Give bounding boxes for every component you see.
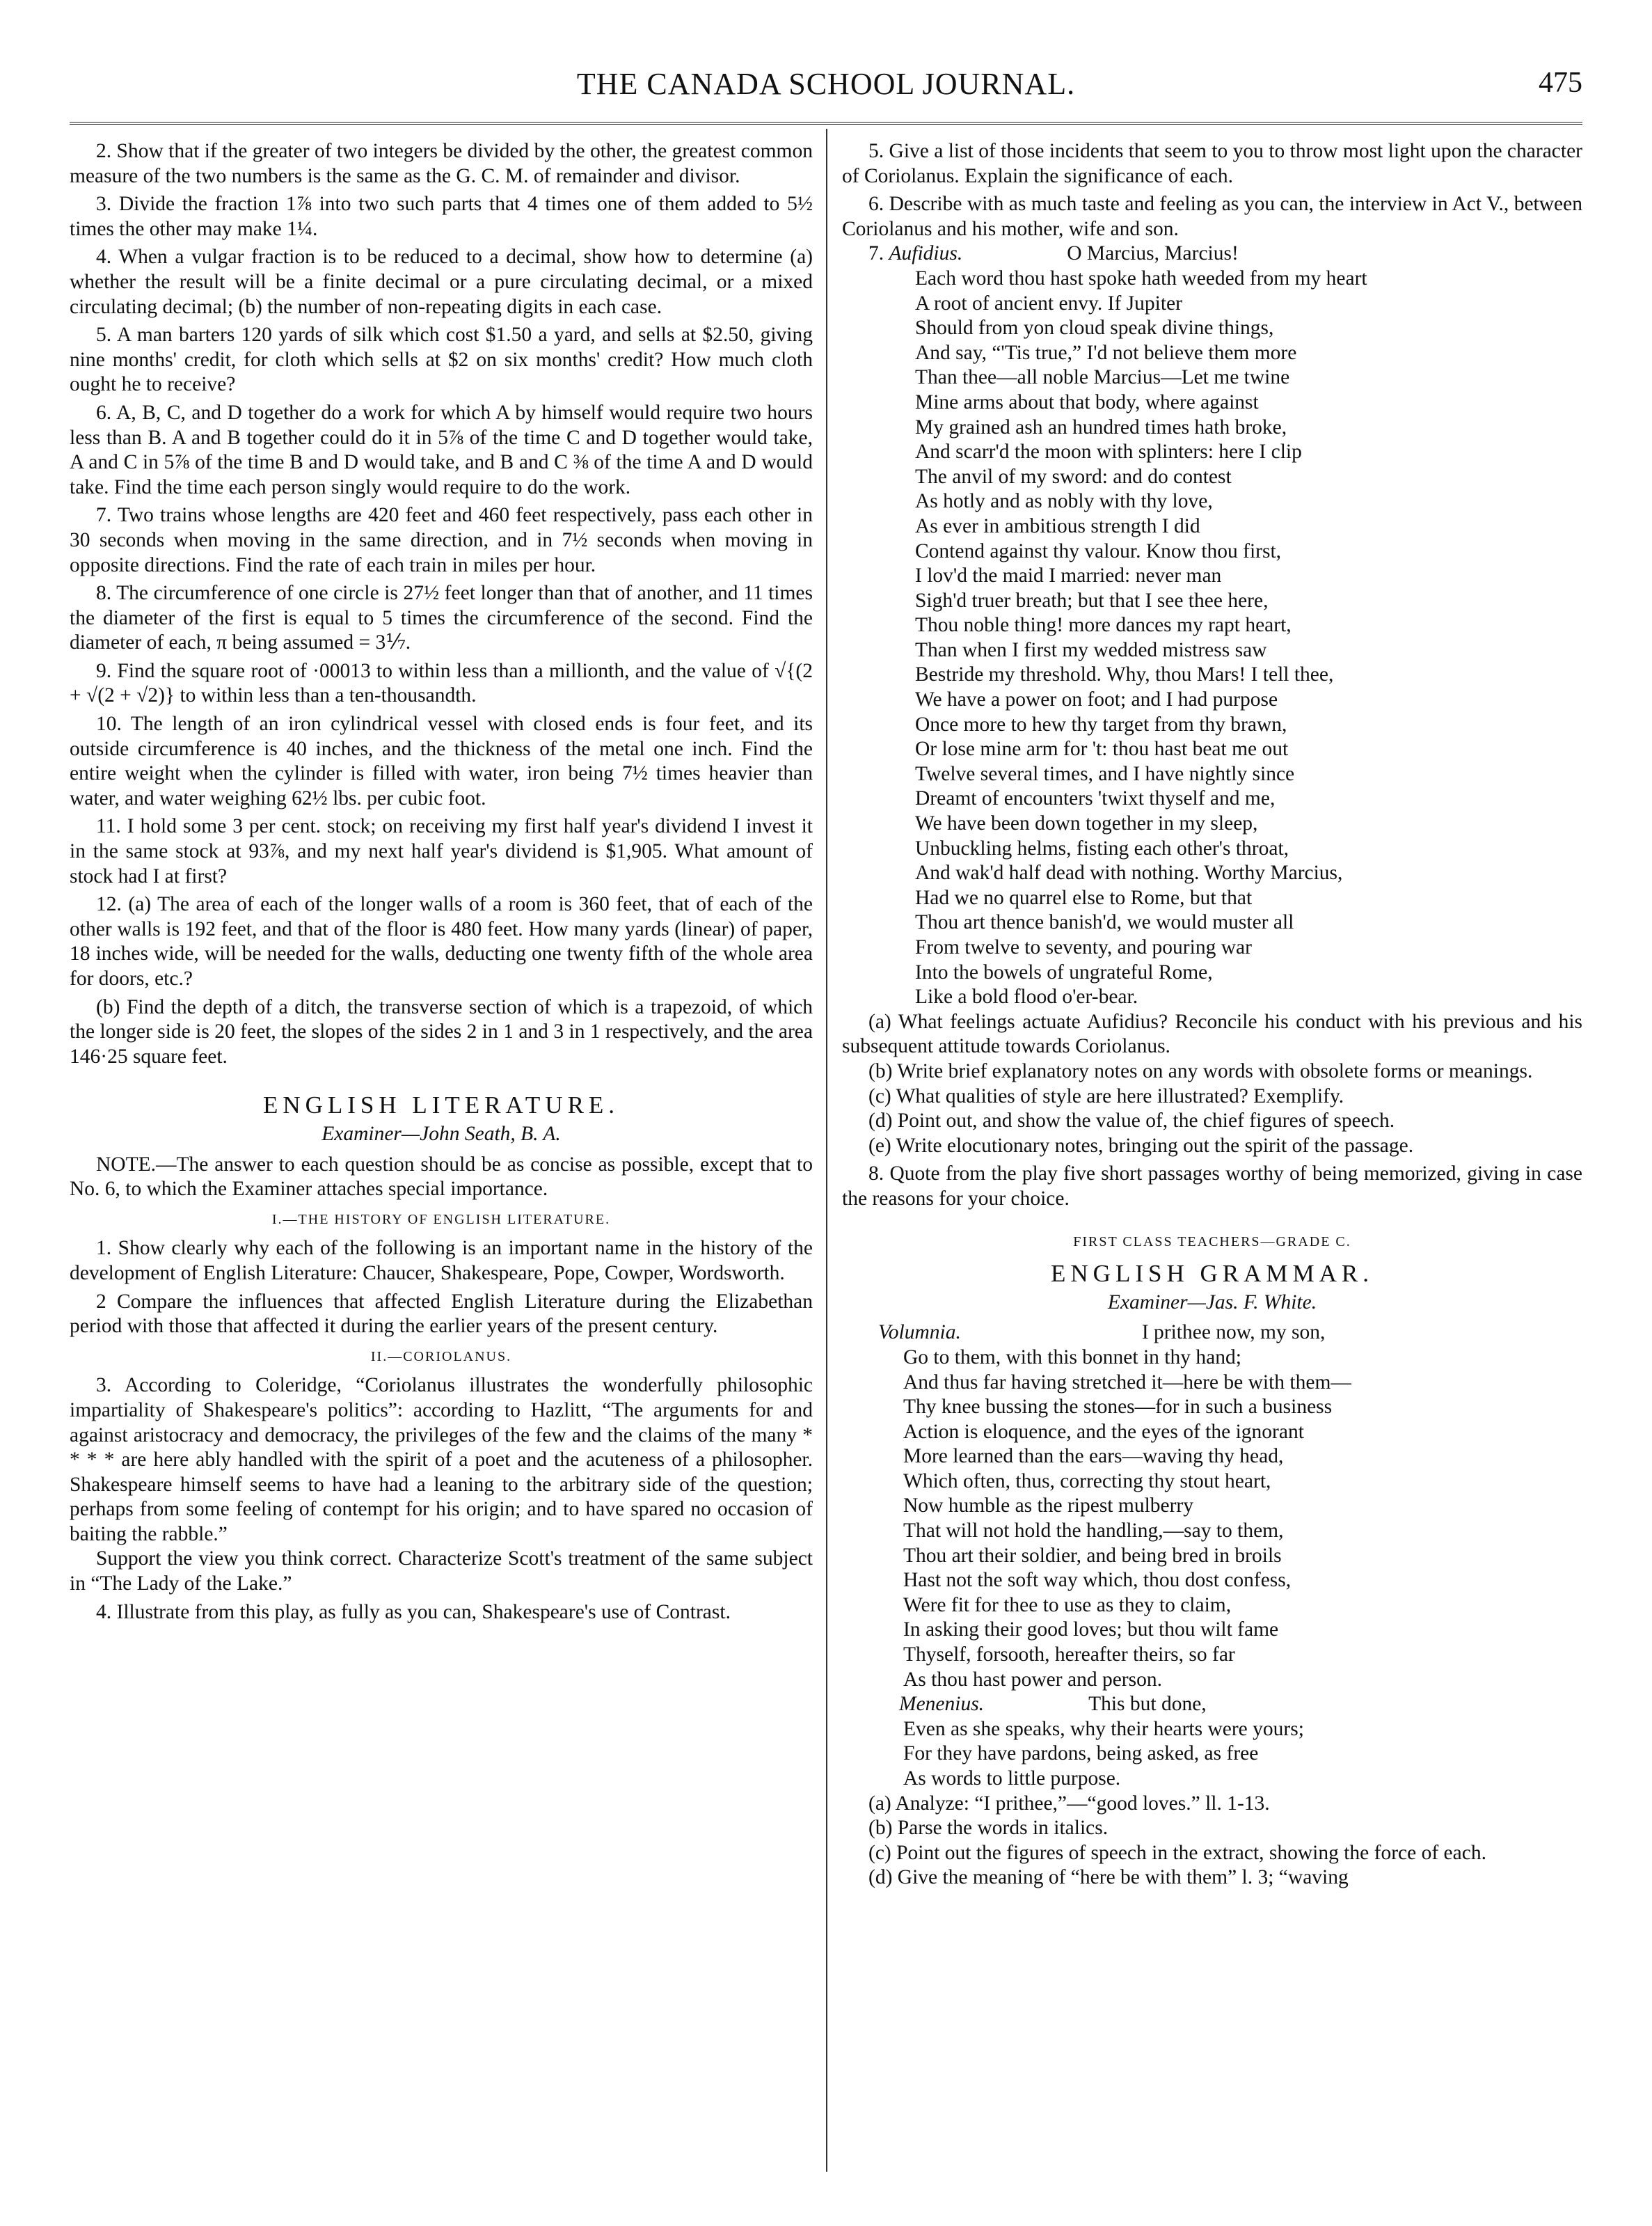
- verse-line: Thy knee bussing the stones—for in such a business: [903, 1396, 1333, 1419]
- examiner-line: Examiner—Jas. F. White.: [1107, 1290, 1317, 1313]
- question-12a: 12. (a) The area of each of the longer walls of a room is 360 feet, that of each of the other walls is 192 feet, and that of the floor is 480 feet. How many yards (linear) of paper, 18 inches wide, will be needed for the walls, deducting one twenty fifth of the whole area for doors, etc.?: [70, 893, 813, 990]
- verse-line: Were fit for thee to use as they to claim,: [903, 1593, 1232, 1616]
- verse-line: Had we no quarrel else to Rome, but that: [915, 886, 1253, 909]
- page-header: [70, 66, 1582, 115]
- verse-line: Thou art thence banish'd, we would muster all: [915, 911, 1294, 934]
- class-heading: FIRST CLASS TEACHERS—GRADE C.: [1073, 1233, 1351, 1249]
- verse-line: We have been down together in my sleep,: [915, 812, 1258, 835]
- running-title: THE CANADA SCHOOL JOURNAL.: [576, 67, 1076, 101]
- section-heading: ENGLISH GRAMMAR.: [1051, 1260, 1374, 1288]
- verse-line: Unbuckling helms, fisting each other's throat,: [915, 837, 1289, 860]
- question-7-parts: [842, 1010, 1582, 1159]
- verse-line: The anvil of my sword: and do contest: [915, 465, 1232, 488]
- question-number: 7.: [868, 242, 884, 265]
- verse-line: Thou art their soldier, and being bred in broils: [903, 1544, 1282, 1567]
- verse-lines: [842, 1345, 1582, 1692]
- arithmetic-questions: [70, 139, 813, 1069]
- verse-line: And wak'd half dead with nothing. Worthy Marcius,: [915, 862, 1343, 885]
- question-1: 1. Show clearly why each of the following is an important name in the history of the development of English Literature: Chaucer, Shakespeare, Pope, Cowper, Wordsworth.: [70, 1237, 813, 1284]
- question-part: (c) Point out the figures of speech in the extract, showing the force of each.: [868, 1841, 1486, 1864]
- verse-line: Bestride my threshold. Why, thou Mars! I tell thee,: [915, 663, 1334, 686]
- question-10: 10. The length of an iron cylindrical vessel with closed ends is four feet, and its outside circumference is 40 inches, and the thickness of the metal one inch. Find the entire weight when the cylinder is filled with water, iron being 7½ times heavier than water, and water weighing 62½ lbs. per cubic foot.: [70, 713, 813, 810]
- grammar-question-parts: [842, 1792, 1582, 1890]
- verse-line: As words to little purpose.: [903, 1767, 1121, 1790]
- verse-line: Than thee—all noble Marcius—Let me twine: [915, 366, 1290, 389]
- question-5: 5. Give a list of those incidents that seem to you to throw most light upon the character of Coriolanus. Explain the significance of each.: [842, 140, 1582, 187]
- verse-line: And thus far having stretched it—here be with them—: [903, 1371, 1351, 1394]
- right-column: [842, 139, 1582, 1890]
- verse-line: I lov'd the maid I married: never man: [915, 565, 1222, 587]
- header-rule: [70, 122, 1582, 125]
- verse-line: We have a power on foot; and I had purpose: [915, 688, 1278, 711]
- section-heading: ENGLISH LITERATURE.: [262, 1091, 620, 1119]
- verse-line: O Marcius, Marcius!: [1067, 242, 1239, 265]
- question-3: 3. Divide the fraction 1⅞ into two such parts that 4 times one of them added to 5½ times the other may make 1¼.: [70, 193, 813, 240]
- verse-heading: [842, 1692, 1582, 1717]
- speaker-name: Menenius.: [899, 1693, 985, 1716]
- verse-line: Action is eloquence, and the eyes of the ignorant: [903, 1420, 1304, 1443]
- question-part: (a) What feelings actuate Aufidius? Reconcile his conduct with his previous and his subsequent attitude towards Coriolanus.: [842, 1010, 1582, 1058]
- verse-line: That will not hold the handling,—say to them,: [903, 1519, 1284, 1542]
- subsection-heading: II.—CORIOLANUS.: [370, 1348, 512, 1364]
- verse-line: From twelve to seventy, and pouring war: [915, 936, 1252, 958]
- question-part: (e) Write elocutionary notes, bringing out the spirit of the passage.: [868, 1134, 1414, 1157]
- question-part: (b) Write brief explanatory notes on any words with obsolete forms or meanings.: [868, 1059, 1533, 1082]
- verse-line: Each word thou hast spoke hath weeded from my heart: [915, 267, 1367, 290]
- verse-line: Once more to hew thy target from thy brawn,: [915, 713, 1287, 736]
- speaker-name: Volumnia.: [878, 1321, 961, 1344]
- verse-line: As ever in ambitious strength I did: [915, 514, 1200, 537]
- verse-line: My grained ash an hundred times hath broke,: [915, 416, 1287, 439]
- question-part: (a) Analyze: “I prithee,”—“good loves.” ll. 1-13.: [868, 1792, 1270, 1815]
- verse-line: Into the bowels of ungrateful Rome,: [915, 961, 1213, 984]
- question-9: 9. Find the square root of ·00013 to within less than a millionth, and the value of √{(2 + √(2 + √2)} to within less than a ten-thousandth.: [70, 659, 813, 707]
- question-part: (d) Give the meaning of “here be with them” l. 3; “waving: [868, 1866, 1349, 1889]
- verse-lines: [842, 1717, 1582, 1792]
- verse-line: Which often, thus, correcting thy stout heart,: [903, 1469, 1271, 1492]
- verse-line: Go to them, with this bonnet in thy hand;: [903, 1345, 1241, 1368]
- question-2: 2. Show that if the greater of two integers be divided by the other, the greatest common measure of the two numbers is the same as the G. C. M. of remainder and divisor.: [70, 140, 813, 187]
- verse-line: Sigh'd truer breath; but that I see thee here,: [915, 589, 1269, 612]
- verse-line: For they have pardons, being asked, as free: [903, 1742, 1259, 1765]
- note: NOTE.—The answer to each question should be as concise as possible, except that to No. 6, to which the Examiner attaches special importance.: [70, 1153, 813, 1201]
- verse-line: Should from yon cloud speak divine things,: [915, 317, 1274, 340]
- question-part: (d) Point out, and show the value of, the chief figures of speech.: [868, 1110, 1395, 1132]
- verse-line: Thyself, forsooth, hereafter theirs, so far: [903, 1643, 1235, 1666]
- question-part: (b) Parse the words in italics.: [868, 1817, 1109, 1840]
- verse-line: As thou hast power and person.: [903, 1668, 1162, 1691]
- english-literature-section: [70, 1093, 813, 1625]
- verse-line: Dreamt of encounters 'twixt thyself and me,: [915, 787, 1276, 810]
- verse-line: I prithee now, my son,: [1141, 1321, 1326, 1344]
- column-divider: [826, 129, 827, 2172]
- question-5: 5. A man barters 120 yards of silk which cost $1.50 a yard, and sells at $2.50, giving nine months' credit, for cloth which sells at $2 on six months' credit? How much cloth ought he to receive?: [70, 324, 813, 396]
- verse-line: As hotly and as nobly with thy love,: [915, 490, 1213, 513]
- verse-line: And scarr'd the moon with splinters: here I clip: [915, 441, 1302, 464]
- left-column: [70, 139, 813, 1625]
- english-grammar-section: [842, 1230, 1582, 1890]
- examiner-line: Examiner—John Seath, B. A.: [321, 1122, 561, 1145]
- question-8: 8. The circumference of one circle is 27½ feet longer than that of another, and 11 times the diameter of the first is equal to 5 times the circumference of the second. Find the diameter of each, π being assumed = 3⅐.: [70, 582, 813, 654]
- verse-passage-aufidius: [842, 242, 1582, 1009]
- verse-line: And say, “'Tis true,” I'd not believe them more: [915, 341, 1297, 364]
- question-4: 4. When a vulgar fraction is to be reduced to a decimal, show how to determine (a) whether the result will be a finite decimal or a pure circulating decimal, or a mixed circulating decimal; (b) the number of non-repeating digits in each case.: [70, 246, 813, 318]
- question-3-continued: Support the view you think correct. Characterize Scott's treatment of the same subject in “The Lady of the Lake.”: [70, 1547, 813, 1595]
- question-4: 4. Illustrate from this play, as fully as you can, Shakespeare's use of Contrast.: [96, 1600, 731, 1623]
- verse-line: Than when I first my wedded mistress saw: [915, 638, 1267, 661]
- verse-line: Now humble as the ripest mulberry: [903, 1494, 1194, 1517]
- verse-line: This but done,: [1088, 1693, 1207, 1716]
- page-number: 475: [1539, 67, 1582, 99]
- verse-passage-volumnia: [842, 1320, 1582, 1791]
- verse-line: A root of ancient envy. If Jupiter: [915, 292, 1182, 315]
- question-12b: (b) Find the depth of a ditch, the transverse section of which is a trapezoid, of which the longer side is 20 feet, the slopes of the sides 2 in 1 and 3 in 1 respectively, and the area 146·25 square feet.: [70, 995, 813, 1068]
- verse-line: Even as she speaks, why their hearts were yours;: [903, 1717, 1304, 1740]
- verse-line: Or lose mine arm for 't: thou hast beat me out: [915, 738, 1289, 761]
- verse-line: Like a bold flood o'er-bear.: [915, 986, 1138, 1009]
- verse-line: Mine arms about that body, where against: [915, 390, 1259, 413]
- question-11: 11. I hold some 3 per cent. stock; on receiving my first half year's dividend I invest it in the same stock at 93⅞, and my next half year's dividend is $1,905. What amount of stock had I at first?: [70, 815, 813, 887]
- verse-line: Thou noble thing! more dances my rapt heart,: [915, 614, 1292, 637]
- verse-line: Hast not the soft way which, thou dost confess,: [903, 1569, 1292, 1592]
- verse-heading: [842, 1320, 1582, 1345]
- question-6: 6. A, B, C, and D together do a work for which A by himself would require two hours less than B. A and B together could do it in 5⅞ of the time C and D together would take, A and C in 5⅞ of the time B and D would take, and B and C ⅜ of the time A and D would take. Find the time each person singly would require to do the work.: [70, 401, 813, 498]
- question-7: 7. Two trains whose lengths are 420 feet and 460 feet respectively, pass each other in 30 seconds when moving in the same direction, and in 7½ seconds when moving in opposite directions. Find the rate of each train in miles per hour.: [70, 504, 813, 576]
- verse-line: More learned than the ears—waving thy head,: [903, 1445, 1284, 1468]
- verse-line: Twelve several times, and I have nightly since: [915, 762, 1295, 785]
- question-6: 6. Describe with as much taste and feeling as you can, the interview in Act V., between Coriolanus and his mother, wife and son.: [842, 193, 1582, 240]
- verse-line: Contend against thy valour. Know thou first,: [915, 539, 1282, 562]
- question-3: 3. According to Coleridge, “Coriolanus illustrates the wonderfully philosophic impartiality of Shakespeare's politics”: according to Hazlitt, “The arguments for and against aristocracy and democracy, the privileges of the few and the claims of the many * * * * are here ably handled with the spirit of a poet and the acuteness of a philosopher. Shakespeare himself seems to have had a leaning to the arbitrary side of the question; perhaps from some feeling of contempt for his origin; and to have spared no occasion of baiting the rabble.”: [70, 1374, 813, 1545]
- question-8: 8. Quote from the play five short passages worthy of being memorized, giving in case the reasons for your choice.: [842, 1162, 1582, 1210]
- verse-lines: [842, 267, 1582, 1010]
- question-part: (c) What qualities of style are here illustrated? Exemplify.: [868, 1084, 1344, 1107]
- verse-heading: [842, 242, 1582, 267]
- verse-line: In asking their good loves; but thou wilt fame: [903, 1618, 1279, 1641]
- speaker-name: Aufidius.: [889, 242, 963, 265]
- subsection-heading: I.—THE HISTORY OF ENGLISH LITERATURE.: [271, 1211, 611, 1227]
- question-2: 2 Compare the influences that affected English Literature during the Elizabethan period with those that affected it during the earlier years of the present century.: [70, 1290, 813, 1338]
